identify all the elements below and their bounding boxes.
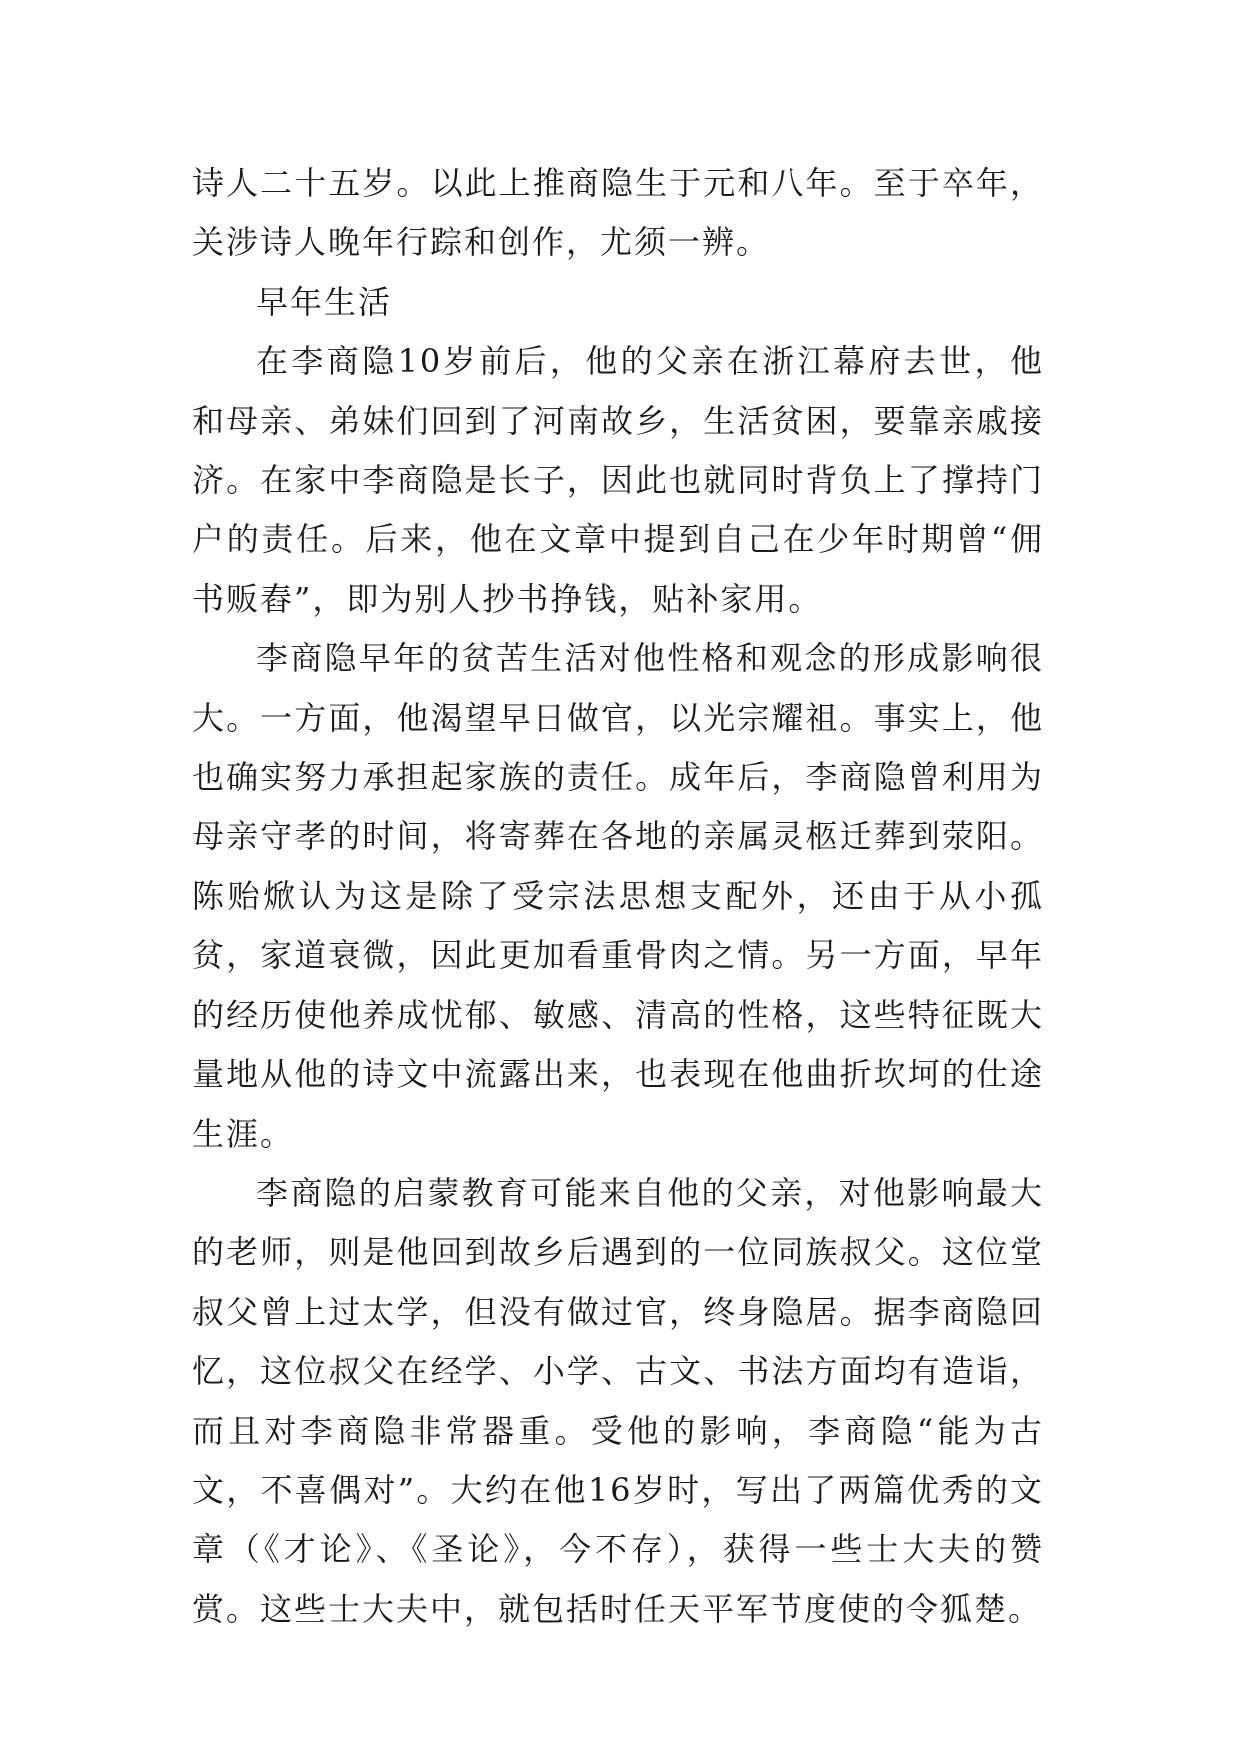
document-body xyxy=(192,154,1044,1639)
paragraph: 李商隐的启蒙教育可能来自他的父亲，对他影响最大的老师，则是他回到故乡后遇到的一位同族叔父。这位堂叔父曾上过太学，但没有做过官，终身隐居。据李商隐回忆，这位叔父在经学、小学、古文、书法方面均有造诣，而且对李商隐非常器重。受他的影响，李商隐“能为古文，不喜偶对”。大约在他16岁时，写出了两篇优秀的文章（《才论》、《圣论》，今不存），获得一些士大夫的赞赏。这些士大夫中，就包括时任天平军节度使的令狐楚。 xyxy=(192,1173,1044,1628)
paragraph: 在李商隐10岁前后，他的父亲在浙江幕府去世，他和母亲、弟妹们回到了河南故乡，生活贫困，要靠亲戚接济。在家中李商隐是长子，因此也就同时背负上了撑持门户的责任。后来，他在文章中提到自己在少年时期曾“佣书贩舂”，即为别人抄书挣钱，贴补家用。 xyxy=(192,342,1044,618)
section-heading: 早年生活 xyxy=(256,282,393,321)
paragraph: 李商隐早年的贫苦生活对他性格和观念的形成影响很大。一方面，他渴望早日做官，以光宗耀祖。事实上，他也确实努力承担起家族的责任。成年后，李商隐曾利用为母亲守孝的时间，将寄葬在各地的亲属灵柩迁葬到荥阳。陈贻焮认为这是除了受宗法思想支配外，还由于从小孤贫，家道衰微，因此更加看重骨肉之情。另一方面，早年的经历使他养成忧郁、敏感、清高的性格，这些特征既大量地从他的诗文中流露出来，也表现在他曲折坎坷的仕途生涯。 xyxy=(192,639,1044,1153)
paragraph-continuation: 诗人二十五岁。以此上推商隐生于元和八年。至于卒年，关涉诗人晚年行踪和创作，尤须一辨。 xyxy=(192,164,1044,262)
